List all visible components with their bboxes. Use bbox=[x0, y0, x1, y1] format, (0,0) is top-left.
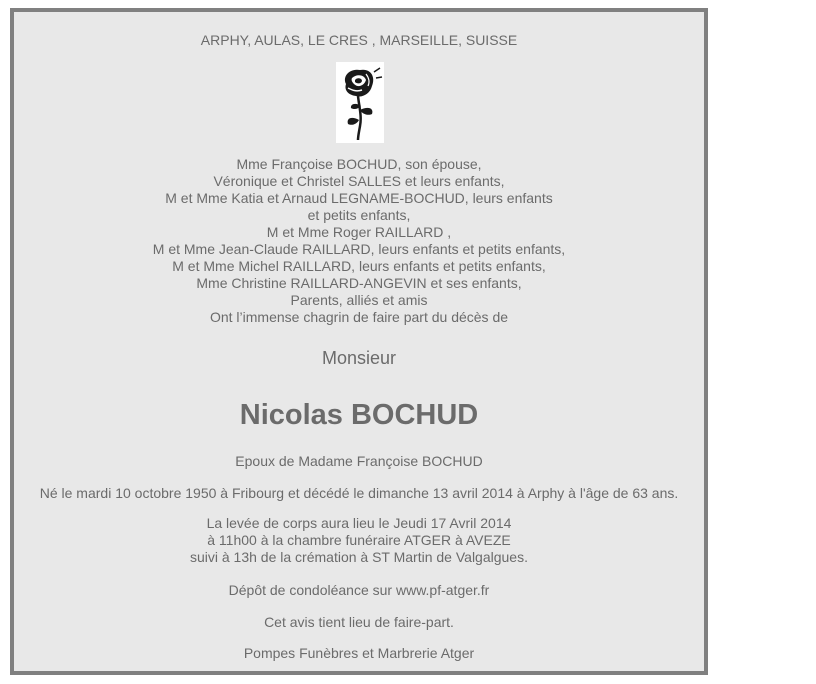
ceremony-line: suivi à 13h de la crémation à ST Martin de Valgalgues. bbox=[189, 549, 528, 565]
deceased-name: Nicolas BOCHUD bbox=[239, 399, 479, 431]
notice-line: Cet avis tient lieu de faire-part. bbox=[264, 614, 454, 630]
family-line: Mme Christine RAILLARD-ANGEVIN et ses enfants, bbox=[196, 275, 522, 291]
honorific: Monsieur bbox=[321, 348, 397, 368]
family-line: M et Mme Roger RAILLARD , bbox=[266, 224, 452, 240]
rose-drawing bbox=[336, 62, 384, 143]
family-line: Parents, alliés et amis bbox=[290, 292, 428, 308]
family-line: M et Mme Jean-Claude RAILLARD, leurs enfants et petits enfants, bbox=[152, 241, 566, 257]
ceremony-line: La levée de corps aura lieu le Jeudi 17 Avril 2014 bbox=[206, 515, 512, 531]
ceremony-line: à 11h00 à la chambre funéraire ATGER à AVEZE bbox=[207, 532, 511, 548]
ceremony-details bbox=[14, 515, 704, 566]
family-line: Véronique et Christel SALLES et leurs enfants, bbox=[213, 173, 505, 189]
family-line: Ont l’immense chagrin de faire part du décès de bbox=[209, 309, 509, 325]
places-line: ARPHY, AULAS, LE CRES , MARSEILLE, SUISSE bbox=[200, 32, 518, 48]
condolences-line: Dépôt de condoléance sur www.pf-atger.fr bbox=[228, 582, 490, 598]
family-line: M et Mme Katia et Arnaud LEGNAME-BOCHUD, leurs enfants bbox=[165, 190, 553, 206]
family-line: Mme Françoise BOCHUD, son épouse, bbox=[236, 156, 482, 172]
rose-icon bbox=[336, 62, 384, 143]
spouse-line: Epoux de Madame Françoise BOCHUD bbox=[235, 453, 483, 469]
funeral-home: Pompes Funèbres et Marbrerie Atger bbox=[243, 645, 475, 661]
family-announcement bbox=[14, 156, 704, 326]
birth-death-line: Né le mardi 10 octobre 1950 à Fribourg et décédé le dimanche 13 avril 2014 à Arphy à l'âge de 63 ans. bbox=[39, 485, 679, 501]
family-line: et petits enfants, bbox=[307, 207, 411, 223]
obituary-card bbox=[10, 8, 708, 675]
family-line: M et Mme Michel RAILLARD, leurs enfants et petits enfants, bbox=[172, 258, 546, 274]
